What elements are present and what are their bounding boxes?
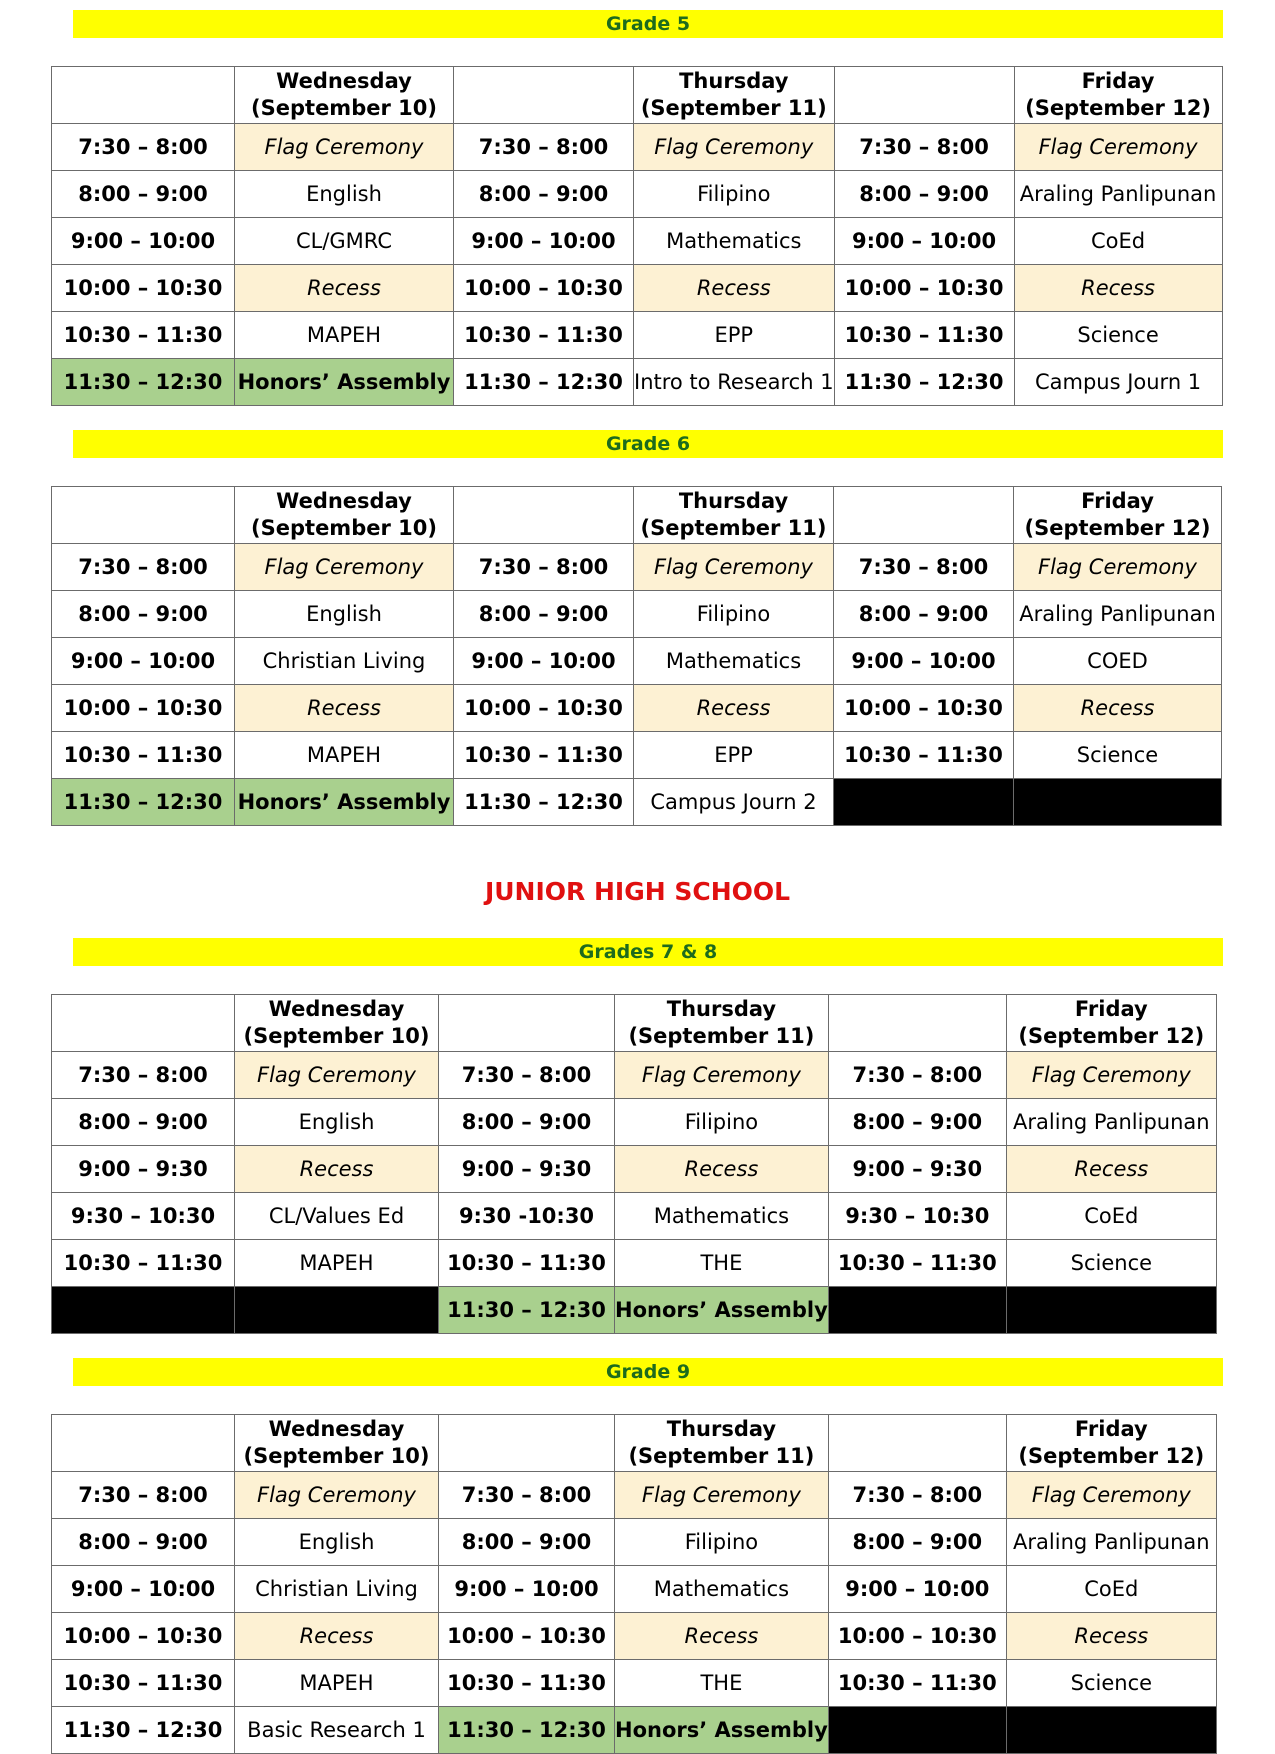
recess-cell: Recess <box>615 1613 829 1660</box>
subject-cell: English <box>235 591 454 638</box>
table-row <box>52 779 1222 826</box>
time-cell: 10:30 – 11:30 <box>834 732 1014 779</box>
time-cell: 8:00 – 9:00 <box>52 1099 235 1146</box>
table-header-row <box>52 1415 1217 1472</box>
time-cell: 7:30 – 8:00 <box>52 124 235 171</box>
table-row <box>52 359 1223 406</box>
honors-assembly-cell: Honors’ Assembly <box>235 359 454 406</box>
time-cell: 10:00 – 10:30 <box>439 1613 615 1660</box>
recess-cell: Recess <box>235 1613 439 1660</box>
subject-cell: MAPEH <box>235 732 454 779</box>
subject-cell: Mathematics <box>615 1566 829 1613</box>
subject-cell: English <box>235 1519 439 1566</box>
junior-high-school-heading: JUNIOR HIGH SCHOOL <box>484 877 791 906</box>
subject-cell: English <box>235 1099 439 1146</box>
subject-cell: Araling Panlipunan <box>1014 171 1222 218</box>
time-cell: 9:00 – 9:30 <box>52 1146 235 1193</box>
table-header-row <box>52 487 1222 544</box>
time-cell: 9:00 – 9:30 <box>439 1146 615 1193</box>
header-thursday: Thursday (September 11) <box>634 67 835 124</box>
header-thursday: Thursday (September 11) <box>615 1415 829 1472</box>
time-cell: 10:30 – 11:30 <box>52 312 235 359</box>
subject-cell: Filipino <box>634 171 835 218</box>
subject-cell: Christian Living <box>235 1566 439 1613</box>
subject-cell: CL/GMRC <box>235 218 454 265</box>
recess-cell: Recess <box>615 1146 829 1193</box>
table-header-row <box>52 67 1223 124</box>
schedule-table-grades-7-8 <box>51 994 1217 1334</box>
subject-cell: MAPEH <box>235 312 454 359</box>
recess-cell: Recess <box>235 265 454 312</box>
time-cell: 7:30 – 8:00 <box>52 1052 235 1099</box>
time-cell: 7:30 – 8:00 <box>454 544 634 591</box>
time-cell: 11:30 – 12:30 <box>454 359 634 406</box>
subject-cell: CoEd <box>1006 1566 1216 1613</box>
header-friday: Friday (September 12) <box>1006 1415 1216 1472</box>
subject-cell: EPP <box>634 312 835 359</box>
header-friday: Friday (September 12) <box>1006 995 1216 1052</box>
honors-assembly-cell: Honors’ Assembly <box>235 779 454 826</box>
time-cell: 10:30 – 11:30 <box>454 312 634 359</box>
time-cell: 10:00 – 10:30 <box>454 265 634 312</box>
time-cell-highlighted: 11:30 – 12:30 <box>52 779 235 826</box>
time-cell: 7:30 – 8:00 <box>828 1052 1006 1099</box>
time-cell: 7:30 – 8:00 <box>439 1472 615 1519</box>
recess-cell: Recess <box>1014 685 1222 732</box>
table-row <box>52 638 1222 685</box>
time-cell-highlighted: 11:30 – 12:30 <box>52 359 235 406</box>
table-row <box>52 1052 1217 1099</box>
time-cell-highlighted: 11:30 – 12:30 <box>439 1707 615 1754</box>
subject-cell: Science <box>1014 312 1222 359</box>
subject-cell: Intro to Research 1 <box>634 359 835 406</box>
time-cell: 8:00 – 9:00 <box>439 1519 615 1566</box>
flag-ceremony-cell: Flag Ceremony <box>235 544 454 591</box>
header-wednesday: Wednesday (September 10) <box>235 995 439 1052</box>
time-cell: 8:00 – 9:00 <box>52 1519 235 1566</box>
table-row <box>52 1707 1217 1754</box>
time-cell: 8:00 – 9:00 <box>828 1519 1006 1566</box>
flag-ceremony-cell: Flag Ceremony <box>615 1052 829 1099</box>
time-cell: 11:30 – 12:30 <box>454 779 634 826</box>
time-cell: 8:00 – 9:00 <box>828 1099 1006 1146</box>
subject-cell: Science <box>1014 732 1222 779</box>
time-cell: 10:00 – 10:30 <box>52 1613 235 1660</box>
subject-cell: CoEd <box>1014 218 1222 265</box>
subject-cell: Campus Journ 1 <box>1014 359 1222 406</box>
header-wednesday: Wednesday (September 10) <box>235 67 454 124</box>
subject-cell: Araling Panlipunan <box>1014 591 1222 638</box>
time-cell: 7:30 – 8:00 <box>834 544 1014 591</box>
subject-cell: Filipino <box>615 1519 829 1566</box>
schedule-table-grade-5 <box>51 66 1223 406</box>
table-row <box>52 1613 1217 1660</box>
time-cell: 9:00 – 10:00 <box>828 1566 1006 1613</box>
header-blank <box>454 487 634 544</box>
table-row <box>52 1660 1217 1707</box>
header-blank <box>828 1415 1006 1472</box>
table-row <box>52 1287 1217 1334</box>
time-cell: 8:00 – 9:00 <box>834 591 1014 638</box>
time-cell: 10:00 – 10:30 <box>52 685 235 732</box>
header-blank <box>454 67 634 124</box>
section-title-grade-5: Grade 5 <box>73 10 1223 38</box>
time-cell: 9:00 – 10:00 <box>439 1566 615 1613</box>
header-wednesday: Wednesday (September 10) <box>235 1415 439 1472</box>
table-row <box>52 1519 1217 1566</box>
subject-cell: COED <box>1014 638 1222 685</box>
schedule-table-grade-6 <box>51 486 1222 826</box>
subject-cell: Araling Panlipunan <box>1006 1099 1216 1146</box>
table-row <box>52 124 1223 171</box>
recess-cell: Recess <box>634 265 835 312</box>
subject-cell: English <box>235 171 454 218</box>
subject-cell: CoEd <box>1006 1193 1216 1240</box>
blacked-out-cell <box>828 1707 1006 1754</box>
section-title-grade-9: Grade 9 <box>73 1358 1223 1386</box>
time-cell: 10:00 – 10:30 <box>834 685 1014 732</box>
time-cell: 10:00 – 10:30 <box>828 1613 1006 1660</box>
header-thursday: Thursday (September 11) <box>634 487 834 544</box>
time-cell: 9:00 – 10:00 <box>834 638 1014 685</box>
header-thursday: Thursday (September 11) <box>615 995 829 1052</box>
table-row <box>52 1472 1217 1519</box>
honors-assembly-cell: Honors’ Assembly <box>615 1287 829 1334</box>
time-cell: 7:30 – 8:00 <box>439 1052 615 1099</box>
flag-ceremony-cell: Flag Ceremony <box>1014 124 1222 171</box>
time-cell: 8:00 – 9:00 <box>454 171 634 218</box>
section-title-grades-7-8: Grades 7 & 8 <box>73 938 1223 966</box>
time-cell: 10:30 – 11:30 <box>828 1240 1006 1287</box>
subject-cell: Basic Research 1 <box>235 1707 439 1754</box>
subject-cell: Mathematics <box>615 1193 829 1240</box>
recess-cell: Recess <box>235 685 454 732</box>
time-cell: 8:00 – 9:00 <box>52 171 235 218</box>
header-blank <box>834 487 1014 544</box>
time-cell: 9:00 – 10:00 <box>834 218 1014 265</box>
recess-cell: Recess <box>1014 265 1222 312</box>
header-blank <box>52 995 235 1052</box>
recess-cell: Recess <box>634 685 834 732</box>
time-cell: 10:30 – 11:30 <box>52 1240 235 1287</box>
time-cell: 7:30 – 8:00 <box>52 1472 235 1519</box>
time-cell: 8:00 – 9:00 <box>834 171 1014 218</box>
table-row <box>52 685 1222 732</box>
honors-assembly-cell: Honors’ Assembly <box>615 1707 829 1754</box>
time-cell: 9:00 – 10:00 <box>52 218 235 265</box>
subject-cell: Filipino <box>615 1099 829 1146</box>
header-blank <box>52 1415 235 1472</box>
recess-cell: Recess <box>1006 1613 1216 1660</box>
blacked-out-cell <box>235 1287 439 1334</box>
subject-cell: Araling Panlipunan <box>1006 1519 1216 1566</box>
time-cell: 10:30 – 11:30 <box>52 732 235 779</box>
subject-cell: Filipino <box>634 591 834 638</box>
flag-ceremony-cell: Flag Ceremony <box>235 1052 439 1099</box>
time-cell: 10:30 – 11:30 <box>439 1660 615 1707</box>
time-cell: 8:00 – 9:00 <box>52 591 235 638</box>
recess-cell: Recess <box>235 1146 439 1193</box>
time-cell: 8:00 – 9:00 <box>454 591 634 638</box>
subject-cell: CL/Values Ed <box>235 1193 439 1240</box>
time-cell: 7:30 – 8:00 <box>834 124 1014 171</box>
subject-cell: Christian Living <box>235 638 454 685</box>
time-cell: 7:30 – 8:00 <box>52 544 235 591</box>
subject-cell: MAPEH <box>235 1660 439 1707</box>
time-cell: 9:00 – 10:00 <box>454 638 634 685</box>
flag-ceremony-cell: Flag Ceremony <box>1006 1472 1216 1519</box>
flag-ceremony-cell: Flag Ceremony <box>634 544 834 591</box>
table-row <box>52 1146 1217 1193</box>
time-cell: 10:30 – 11:30 <box>828 1660 1006 1707</box>
blacked-out-cell <box>1006 1707 1216 1754</box>
table-row <box>52 732 1222 779</box>
blacked-out-cell <box>52 1287 235 1334</box>
table-row <box>52 1566 1217 1613</box>
flag-ceremony-cell: Flag Ceremony <box>615 1472 829 1519</box>
time-cell: 9:30 -10:30 <box>439 1193 615 1240</box>
blacked-out-cell <box>1006 1287 1216 1334</box>
time-cell: 10:00 – 10:30 <box>834 265 1014 312</box>
header-blank <box>834 67 1014 124</box>
blacked-out-cell <box>834 779 1014 826</box>
subject-cell: THE <box>615 1660 829 1707</box>
time-cell: 10:00 – 10:30 <box>52 265 235 312</box>
time-cell: 7:30 – 8:00 <box>454 124 634 171</box>
header-friday: Friday (September 12) <box>1014 487 1222 544</box>
header-blank <box>439 995 615 1052</box>
time-cell: 8:00 – 9:00 <box>439 1099 615 1146</box>
time-cell: 10:30 – 11:30 <box>439 1240 615 1287</box>
subject-cell: THE <box>615 1240 829 1287</box>
header-blank <box>828 995 1006 1052</box>
time-cell-highlighted: 11:30 – 12:30 <box>439 1287 615 1334</box>
table-row <box>52 312 1223 359</box>
flag-ceremony-cell: Flag Ceremony <box>235 1472 439 1519</box>
time-cell: 10:30 – 11:30 <box>834 312 1014 359</box>
time-cell: 10:00 – 10:30 <box>454 685 634 732</box>
time-cell: 9:00 – 9:30 <box>828 1146 1006 1193</box>
blacked-out-cell <box>1014 779 1222 826</box>
header-friday: Friday (September 12) <box>1014 67 1222 124</box>
schedule-table-grade-9 <box>51 1414 1217 1754</box>
table-row <box>52 218 1223 265</box>
time-cell: 11:30 – 12:30 <box>834 359 1014 406</box>
blacked-out-cell <box>828 1287 1006 1334</box>
table-row <box>52 171 1223 218</box>
time-cell: 9:30 – 10:30 <box>52 1193 235 1240</box>
time-cell: 9:30 – 10:30 <box>828 1193 1006 1240</box>
table-row <box>52 265 1223 312</box>
time-cell: 7:30 – 8:00 <box>828 1472 1006 1519</box>
table-row <box>52 1099 1217 1146</box>
flag-ceremony-cell: Flag Ceremony <box>235 124 454 171</box>
subject-cell: Campus Journ 2 <box>634 779 834 826</box>
time-cell: 9:00 – 10:00 <box>52 638 235 685</box>
subject-cell: Science <box>1006 1660 1216 1707</box>
header-wednesday: Wednesday (September 10) <box>235 487 454 544</box>
flag-ceremony-cell: Flag Ceremony <box>1006 1052 1216 1099</box>
table-header-row <box>52 995 1217 1052</box>
time-cell: 10:30 – 11:30 <box>454 732 634 779</box>
subject-cell: Mathematics <box>634 218 835 265</box>
table-row <box>52 1193 1217 1240</box>
table-row <box>52 1240 1217 1287</box>
recess-cell: Recess <box>1006 1146 1216 1193</box>
time-cell: 11:30 – 12:30 <box>52 1707 235 1754</box>
subject-cell: Mathematics <box>634 638 834 685</box>
time-cell: 9:00 – 10:00 <box>454 218 634 265</box>
subject-cell: Science <box>1006 1240 1216 1287</box>
header-blank <box>52 67 235 124</box>
table-row <box>52 591 1222 638</box>
time-cell: 9:00 – 10:00 <box>52 1566 235 1613</box>
header-blank <box>52 487 235 544</box>
table-row <box>52 544 1222 591</box>
time-cell: 10:30 – 11:30 <box>52 1660 235 1707</box>
header-blank <box>439 1415 615 1472</box>
subject-cell: EPP <box>634 732 834 779</box>
section-title-grade-6: Grade 6 <box>73 430 1223 458</box>
flag-ceremony-cell: Flag Ceremony <box>634 124 835 171</box>
flag-ceremony-cell: Flag Ceremony <box>1014 544 1222 591</box>
subject-cell: MAPEH <box>235 1240 439 1287</box>
